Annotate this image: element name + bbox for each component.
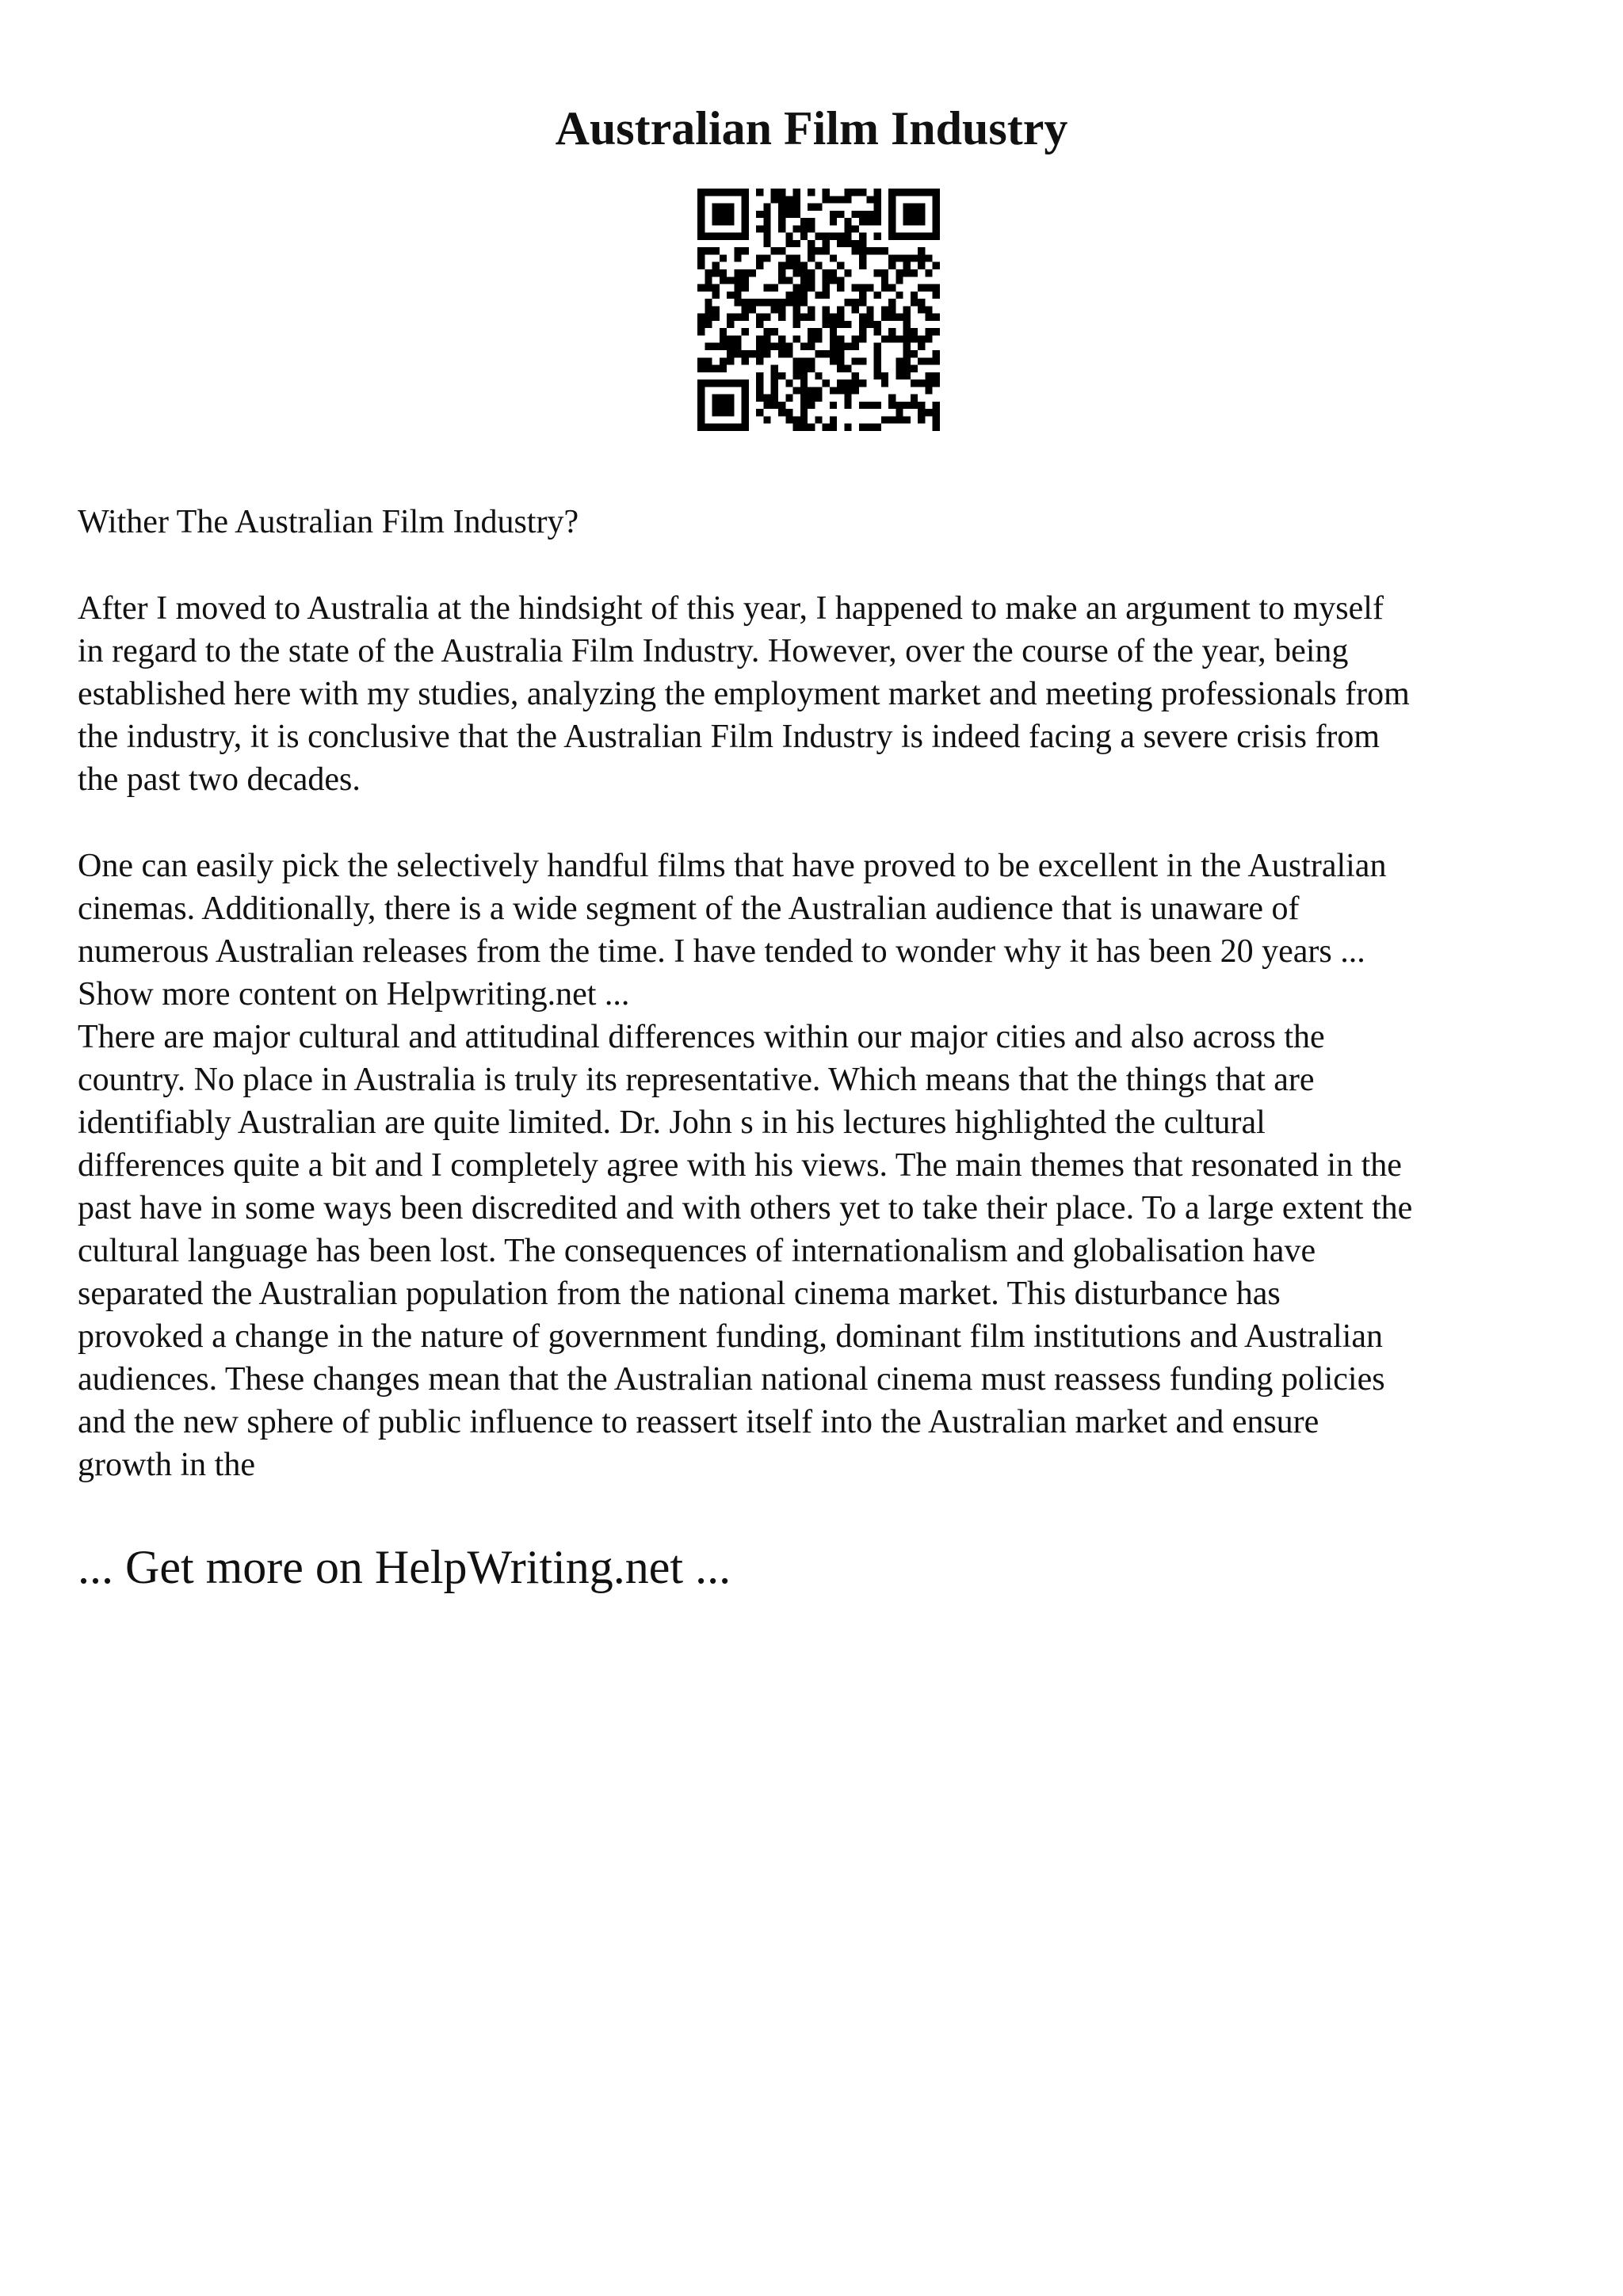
paragraph-2: One can easily pick the selectively handful films that have proved to be excellent in the Australian cinemas. Additionally, there is a wide segment of the Australian audience that is unaware of numerous Australian releases from the time. I have tended to wonder why it has been 20 years ... Show more content on Helpwriting.net ... [78,848,1387,1013]
page-title: Australian Film Industry [555,102,1068,154]
get-more-link[interactable]: ... Get more on HelpWriting.net ... [78,1541,731,1593]
article-heading: Wither The Australian Film Industry? [78,504,579,540]
paragraph-1: After I moved to Australia at the hindsight of this year, I happened to make an argument to myself in regard to the state of the Australia Film Industry. However, over the course of the year, being established here with my studies, analyzing the employment market and meeting professionals from the industry, it is conclusive that the Australian Film Industry is indeed facing a severe crisis from the past two decades. [78,590,1410,798]
paragraph-3: There are major cultural and attitudinal differences within our major cities and also across the country. No place in Australia is truly its representative. Which means that the things that are identifiably Australian are quite limited. Dr. John s in his lectures highlighted the cultural differences quite a bit and I completely agree with his views. The main themes that resonated in the past have in some ways been discredited and with others yet to take their place. To a large extent the cultural language has been lost. The consequences of internationalism and globalisation have separated the Australian population from the national cinema market. This disturbance has provoked a change in the nature of government funding, dominant film institutions and Australian audiences. These changes mean that the Australian national cinema must reassess funding policies and the new sphere of public influence to reassert itself into the Australian market and ensure growth in the [78,1019,1413,1483]
qr-code-icon [697,189,940,431]
